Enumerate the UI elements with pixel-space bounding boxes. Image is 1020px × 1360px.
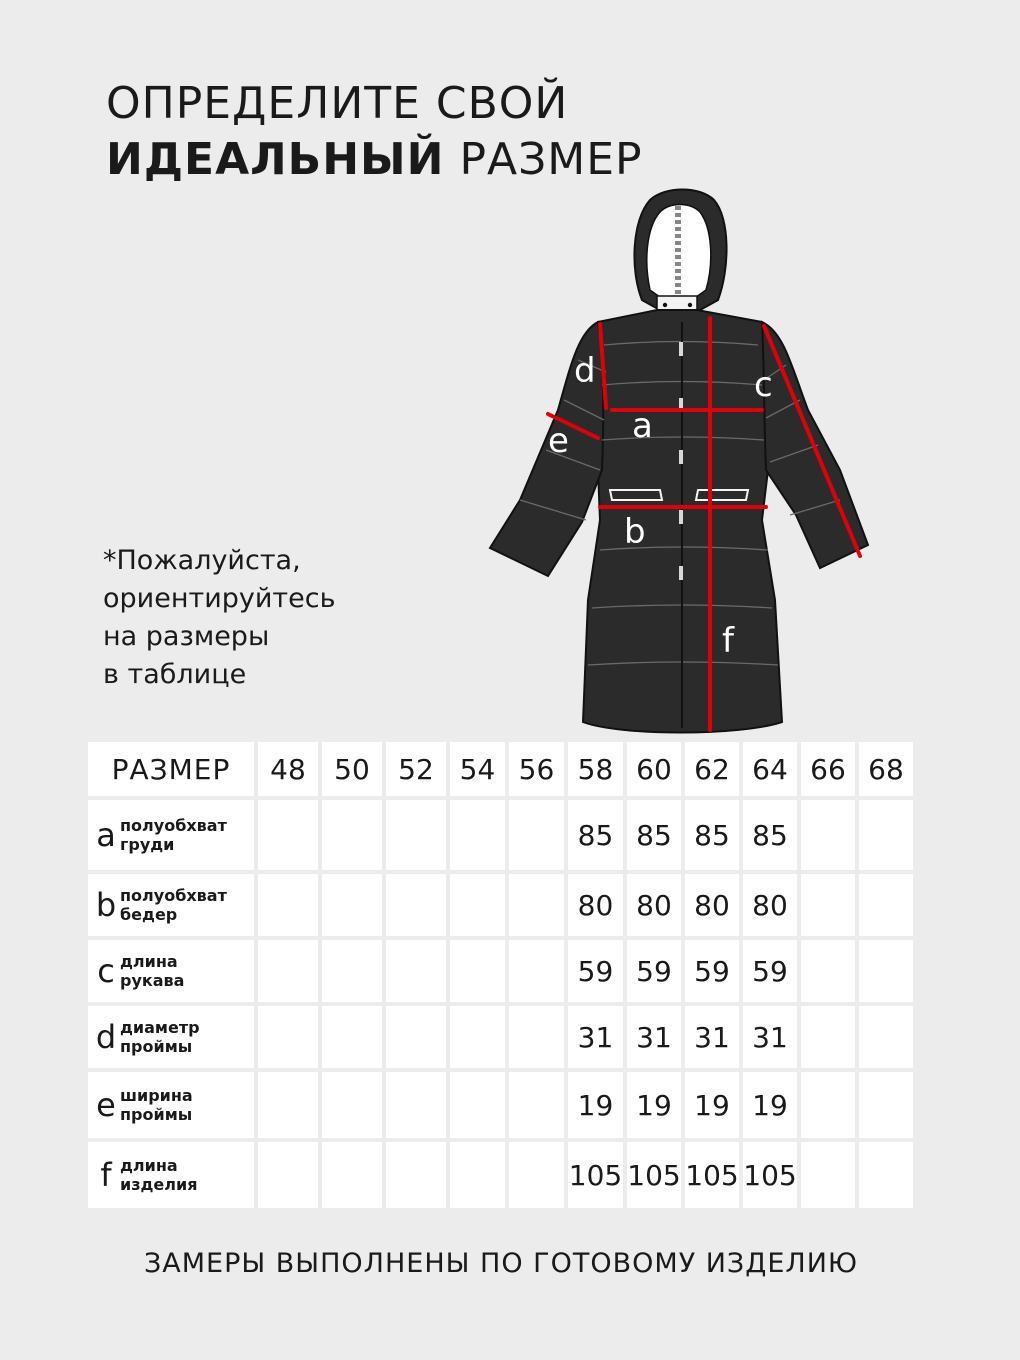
table-row — [88, 1006, 913, 1068]
table-cell: 85 — [568, 800, 623, 870]
row-description: ширина проймы — [120, 1086, 193, 1124]
size-header-cell: 60 — [627, 742, 681, 796]
table-row — [88, 800, 913, 870]
size-header-cell: 48 — [258, 742, 318, 796]
size-header-cell: 62 — [685, 742, 739, 796]
table-cell: 59 — [627, 940, 681, 1002]
row-description: полуобхват груди — [120, 816, 227, 854]
table-cell — [258, 1142, 318, 1208]
table-cell: 31 — [568, 1006, 623, 1068]
table-cell — [509, 874, 564, 936]
note-line: ориентируйтесь — [103, 583, 336, 614]
row-letter: b — [95, 886, 117, 924]
table-cell — [450, 800, 505, 870]
table-cell — [450, 1006, 505, 1068]
table-cell: 19 — [685, 1072, 739, 1138]
table-cell: 85 — [743, 800, 797, 870]
table-cell — [386, 800, 446, 870]
size-header-row — [88, 742, 913, 796]
table-cell — [859, 940, 913, 1002]
size-note — [103, 542, 403, 694]
table-cell — [859, 800, 913, 870]
size-header-cell: 64 — [743, 742, 797, 796]
table-cell: 85 — [685, 800, 739, 870]
table-cell — [258, 800, 318, 870]
note-line: на размеры — [103, 621, 270, 652]
measure-label-c: c — [754, 365, 773, 405]
table-cell: 59 — [685, 940, 739, 1002]
table-cell — [801, 1142, 855, 1208]
row-label — [88, 800, 254, 870]
measure-label-b: b — [624, 512, 646, 552]
table-cell — [322, 1142, 382, 1208]
row-label — [88, 1142, 254, 1208]
table-cell — [509, 1142, 564, 1208]
row-label — [88, 1072, 254, 1138]
measure-label-a: a — [632, 406, 653, 446]
size-header-cell: 58 — [568, 742, 623, 796]
table-cell: 19 — [627, 1072, 681, 1138]
table-cell — [258, 1006, 318, 1068]
size-header-label: РАЗМЕР — [88, 742, 254, 796]
table-cell — [386, 1006, 446, 1068]
table-cell — [801, 1072, 855, 1138]
table-cell — [509, 1072, 564, 1138]
table-cell: 31 — [685, 1006, 739, 1068]
table-cell: 19 — [743, 1072, 797, 1138]
table-cell — [386, 1072, 446, 1138]
table-cell — [386, 874, 446, 936]
size-table — [84, 738, 917, 1212]
table-cell — [450, 874, 505, 936]
table-cell: 85 — [627, 800, 681, 870]
table-cell — [801, 940, 855, 1002]
row-description: длина рукава — [120, 952, 185, 990]
table-cell — [258, 874, 318, 936]
table-cell — [322, 1006, 382, 1068]
table-cell — [450, 1142, 505, 1208]
measure-label-d: d — [574, 351, 596, 391]
size-header-cell: 54 — [450, 742, 505, 796]
table-cell — [859, 874, 913, 936]
row-letter: a — [96, 816, 116, 854]
table-row — [88, 1072, 913, 1138]
table-cell — [450, 1072, 505, 1138]
table-cell: 105 — [627, 1142, 681, 1208]
table-cell — [859, 1072, 913, 1138]
size-header-cell: 50 — [322, 742, 382, 796]
row-label — [88, 1006, 254, 1068]
table-cell — [509, 1006, 564, 1068]
table-cell: 19 — [568, 1072, 623, 1138]
table-row — [88, 1142, 913, 1208]
size-header-cell: 52 — [386, 742, 446, 796]
title-line-1: ОПРЕДЕЛИТЕ СВОЙ — [106, 78, 569, 129]
title-line-2-rest: РАЗМЕР — [444, 134, 643, 185]
table-cell — [509, 800, 564, 870]
row-description: полуобхват бедер — [120, 886, 227, 924]
table-cell: 31 — [743, 1006, 797, 1068]
size-header-cell: 66 — [801, 742, 855, 796]
row-letter: f — [100, 1156, 112, 1194]
row-label — [88, 940, 254, 1002]
table-row — [88, 940, 913, 1002]
table-cell — [450, 940, 505, 1002]
row-letter: e — [96, 1086, 116, 1124]
table-row — [88, 874, 913, 936]
table-cell — [859, 1006, 913, 1068]
table-cell — [386, 1142, 446, 1208]
title-bold-word: ИДЕАЛЬНЫЙ — [106, 134, 445, 185]
table-cell — [322, 1072, 382, 1138]
table-cell — [509, 940, 564, 1002]
measure-label-e: e — [548, 421, 569, 461]
table-cell: 105 — [568, 1142, 623, 1208]
row-letter: d — [95, 1018, 117, 1056]
footer-note: ЗАМЕРЫ ВЫПОЛНЕНЫ ПО ГОТОВОМУ ИЗДЕЛИЮ — [143, 1248, 859, 1279]
table-cell — [386, 940, 446, 1002]
size-table-body — [88, 800, 913, 1208]
page-title — [106, 76, 643, 188]
size-header-cell: 56 — [509, 742, 564, 796]
table-cell: 80 — [627, 874, 681, 936]
row-description: длина изделия — [120, 1156, 198, 1194]
table-cell — [801, 874, 855, 936]
table-cell: 80 — [568, 874, 623, 936]
table-cell — [859, 1142, 913, 1208]
table-cell: 105 — [743, 1142, 797, 1208]
table-cell: 80 — [685, 874, 739, 936]
measure-label-f: f — [722, 621, 734, 661]
row-label — [88, 874, 254, 936]
row-letter: c — [97, 952, 115, 990]
row-description: диаметр проймы — [120, 1018, 200, 1056]
table-cell: 80 — [743, 874, 797, 936]
table-cell: 105 — [685, 1142, 739, 1208]
note-line: *Пожалуйста, — [103, 545, 301, 576]
table-cell: 59 — [568, 940, 623, 1002]
table-cell — [322, 874, 382, 936]
table-cell: 59 — [743, 940, 797, 1002]
size-header-cell: 68 — [859, 742, 913, 796]
table-cell: 31 — [627, 1006, 681, 1068]
table-cell — [258, 940, 318, 1002]
table-cell — [801, 1006, 855, 1068]
table-cell — [322, 940, 382, 1002]
table-cell — [322, 800, 382, 870]
note-line: в таблице — [103, 659, 247, 690]
table-cell — [801, 800, 855, 870]
table-cell — [258, 1072, 318, 1138]
coat-diagram — [480, 186, 880, 736]
